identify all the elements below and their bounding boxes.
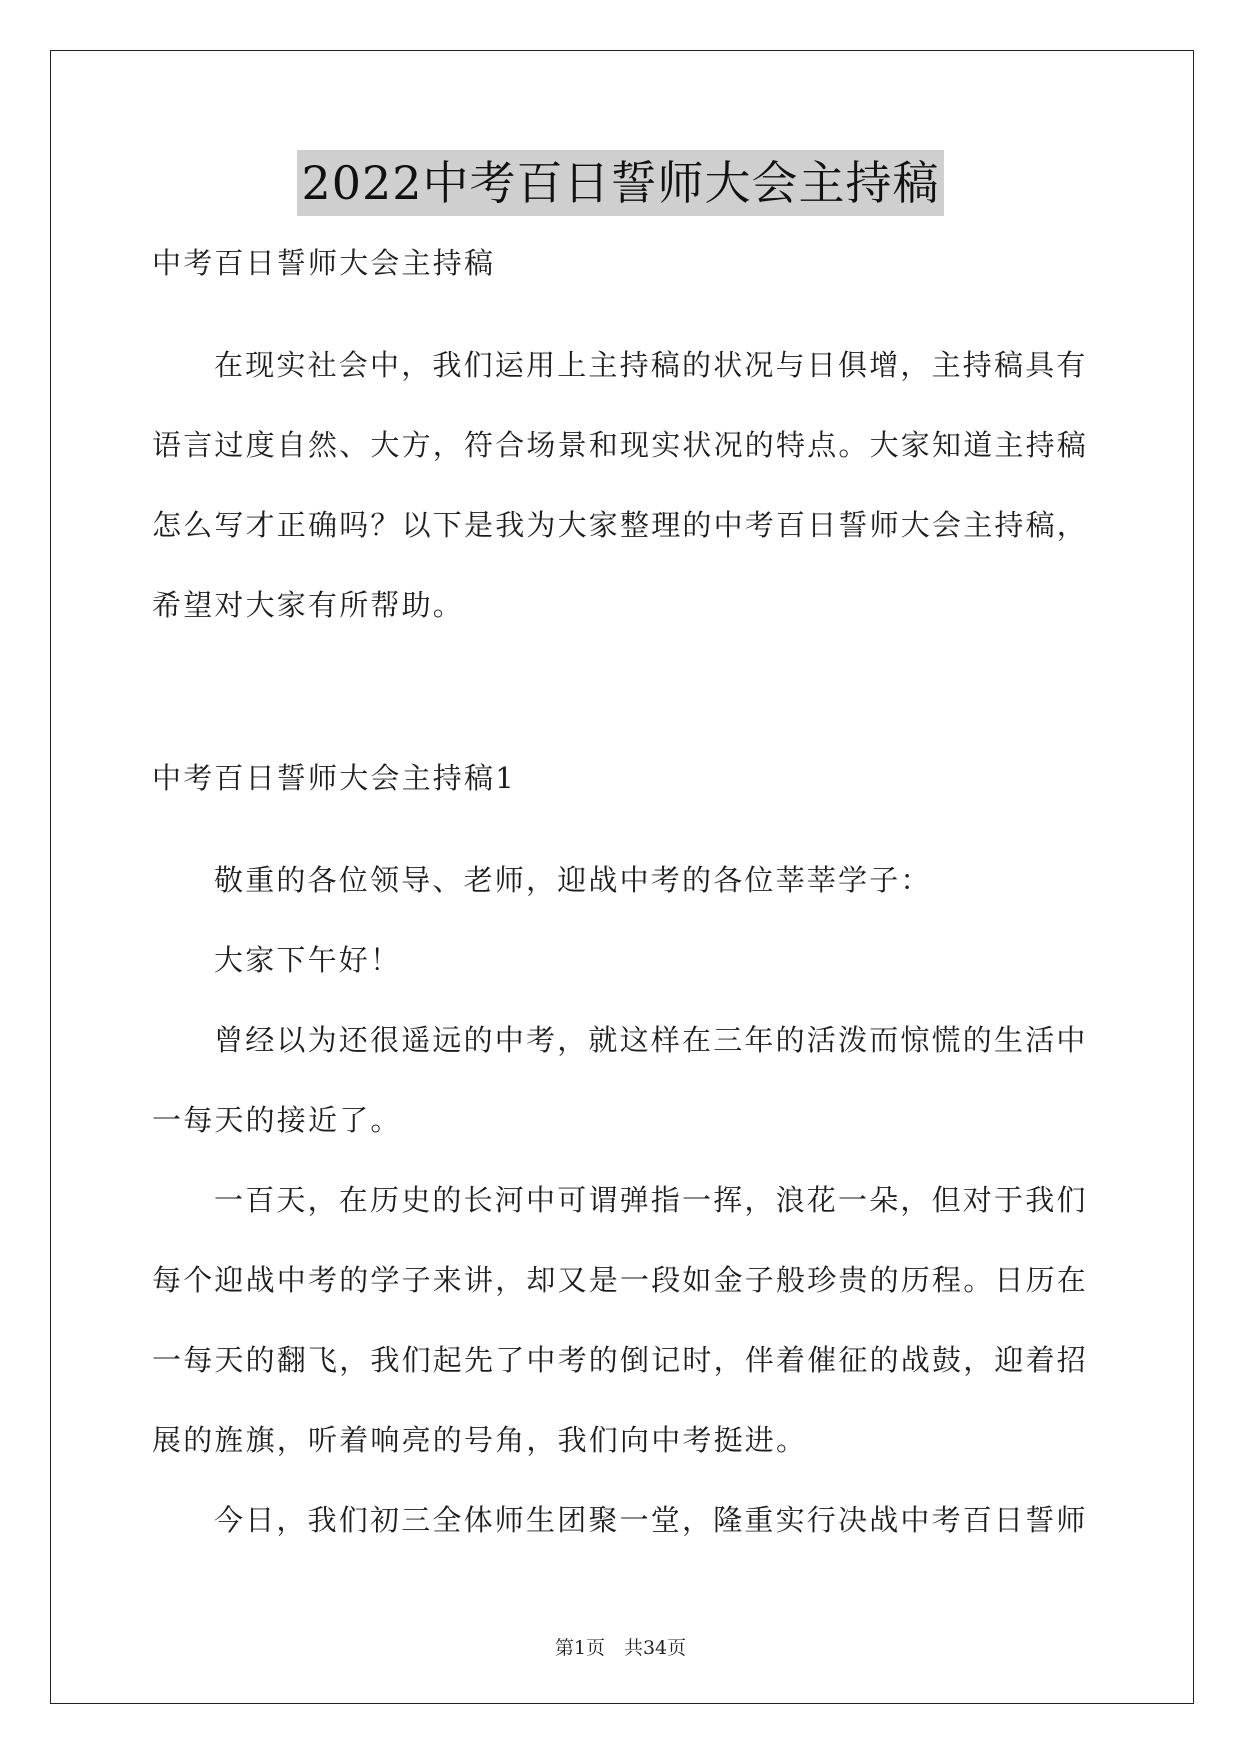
intro-line-1: 在现实社会中，我们运用上主持稿的状况与日俱增，主持稿具有 bbox=[214, 348, 1088, 382]
body-line-1: 敬重的各位领导、老师，迎战中考的各位莘莘学子： bbox=[214, 863, 932, 897]
section-heading: 中考百日誓师大会主持稿1 bbox=[152, 761, 516, 795]
body-line-6: 每个迎战中考的学子来讲，却又是一段如金子般珍贵的历程。日历在 bbox=[152, 1263, 1089, 1297]
body-line-3: 曾经以为还很遥远的中考，就这样在三年的活泼而惊慌的生活中 bbox=[214, 1023, 1088, 1057]
document-title: 2022中考百日誓师大会主持稿 bbox=[297, 150, 943, 216]
body-line-9: 今日，我们初三全体师生团聚一堂，隆重实行决战中考百日誓师 bbox=[214, 1503, 1088, 1537]
intro-line-4: 希望对大家有所帮助。 bbox=[152, 588, 465, 622]
title-container bbox=[0, 150, 1241, 216]
intro-line-3: 怎么写才正确吗？以下是我为大家整理的中考百日誓师大会主持稿， bbox=[152, 508, 1089, 542]
document-subtitle: 中考百日誓师大会主持稿 bbox=[152, 246, 496, 280]
page-footer: 第1页 共34页 bbox=[554, 1637, 687, 1659]
body-line-8: 展的旌旗，听着响亮的号角，我们向中考挺进。 bbox=[152, 1423, 808, 1457]
body-line-4: 一每天的接近了。 bbox=[152, 1103, 402, 1137]
body-line-2: 大家下午好！ bbox=[214, 943, 402, 977]
body-line-5: 一百天，在历史的长河中可谓弹指一挥，浪花一朵，但对于我们 bbox=[214, 1183, 1088, 1217]
body-line-7: 一每天的翻飞，我们起先了中考的倒记时，伴着催征的战鼓，迎着招 bbox=[152, 1343, 1089, 1377]
intro-line-2: 语言过度自然、大方，符合场景和现实状况的特点。大家知道主持稿 bbox=[152, 428, 1089, 462]
